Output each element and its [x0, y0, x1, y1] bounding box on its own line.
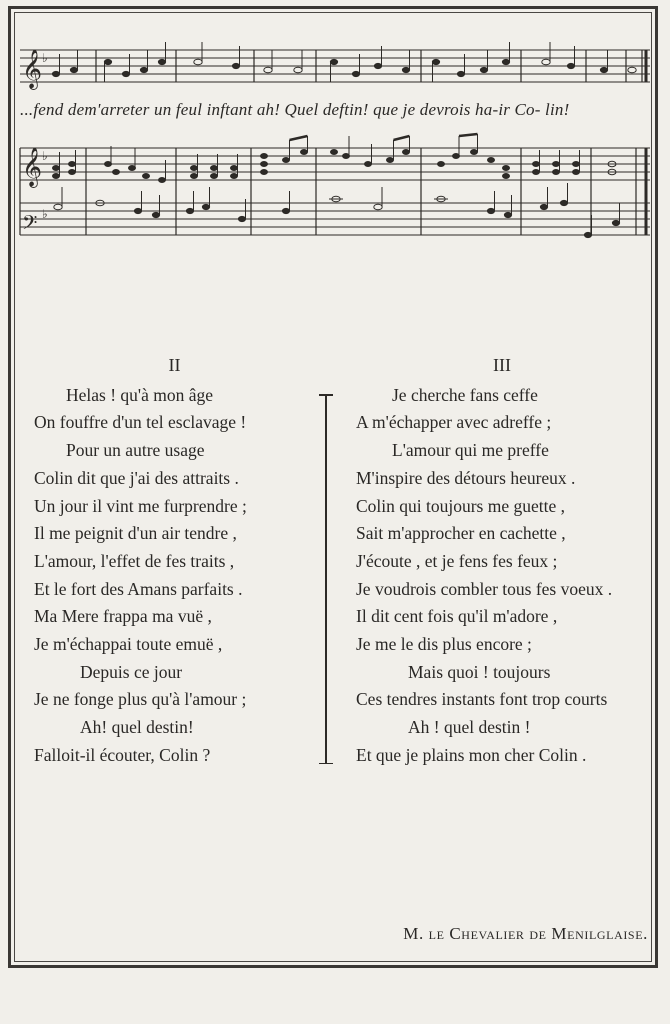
verse-line: Sait m'approcher en cachette , — [356, 523, 566, 544]
verse-line: Et que je plains mon cher Colin . — [356, 744, 587, 765]
verse-line: Il me peignit d'un air tendre , — [34, 523, 237, 544]
music-lyric-line: ...fend dem'arreter un feul inftant ah! Quel deftin! que je devrois ha-ir Co- lin! — [20, 100, 570, 119]
verse-line: Je voudrois combler tous fes voeux . — [356, 578, 613, 599]
verse-line: M'inspire des détours heureux . — [356, 467, 576, 488]
verse-line: Colin qui toujours me guette , — [356, 495, 566, 516]
verse-line: Helas ! qu'à mon âge — [66, 384, 213, 405]
verse-line: Mais quoi ! toujours — [408, 661, 551, 682]
verse-3 — [352, 352, 652, 770]
staff-accomp-bass — [20, 203, 650, 235]
svg-text:♭: ♭ — [42, 149, 48, 163]
verse-line: Ah! quel destin! — [80, 717, 194, 738]
verse-2-number: II — [168, 355, 181, 375]
verse-3-number: III — [493, 355, 511, 375]
verse-line: L'amour, l'effet de fes traits , — [34, 550, 235, 571]
verse-line: Falloit-il écouter, Colin ? — [34, 744, 211, 765]
verse-line: Ces tendres instants font trop courts — [356, 689, 608, 710]
verse-line: Colin dit que j'ai des attraits . — [34, 467, 239, 488]
svg-text:♭: ♭ — [42, 51, 48, 65]
column-divider — [319, 394, 333, 764]
verse-line: J'écoute , et je fens fes feux ; — [356, 550, 558, 571]
staff-voice-top — [20, 50, 650, 82]
verse-line: Depuis ce jour — [80, 661, 183, 682]
svg-text:♭: ♭ — [42, 207, 48, 221]
author-signature: M. le Chevalier de Menilglaise. — [403, 924, 648, 943]
verse-line: Un jour il vint me furprendre ; — [34, 495, 247, 516]
verse-line: Je ne fonge plus qu'à l'amour ; — [34, 689, 247, 710]
verse-2 — [32, 352, 317, 770]
verse-line: Et le fort des Amans parfaits . — [34, 578, 243, 599]
verse-line: Ah ! quel destin ! — [408, 717, 531, 738]
verse-line: Je me le dis plus encore ; — [356, 634, 532, 655]
music-score — [16, 40, 654, 255]
verse-line: Pour un autre usage — [66, 440, 205, 461]
svg-text:𝄞: 𝄞 — [22, 147, 43, 187]
svg-text:𝄞: 𝄞 — [22, 49, 43, 89]
verse-line: On fouffre d'un tel esclavage ! — [34, 412, 247, 433]
verse-line: Je m'échappai toute emuë , — [34, 634, 223, 655]
verse-line: Je cherche fans ceffe — [392, 384, 538, 405]
verse-line: L'amour qui me preffe — [392, 440, 549, 461]
verse-line: A m'échapper avec adreffe ; — [356, 412, 552, 433]
svg-text:𝄢: 𝄢 — [22, 211, 38, 239]
verse-line: Ma Mere frappa ma vuë , — [34, 606, 212, 627]
verse-line: Il dit cent fois qu'il m'adore , — [356, 606, 558, 627]
